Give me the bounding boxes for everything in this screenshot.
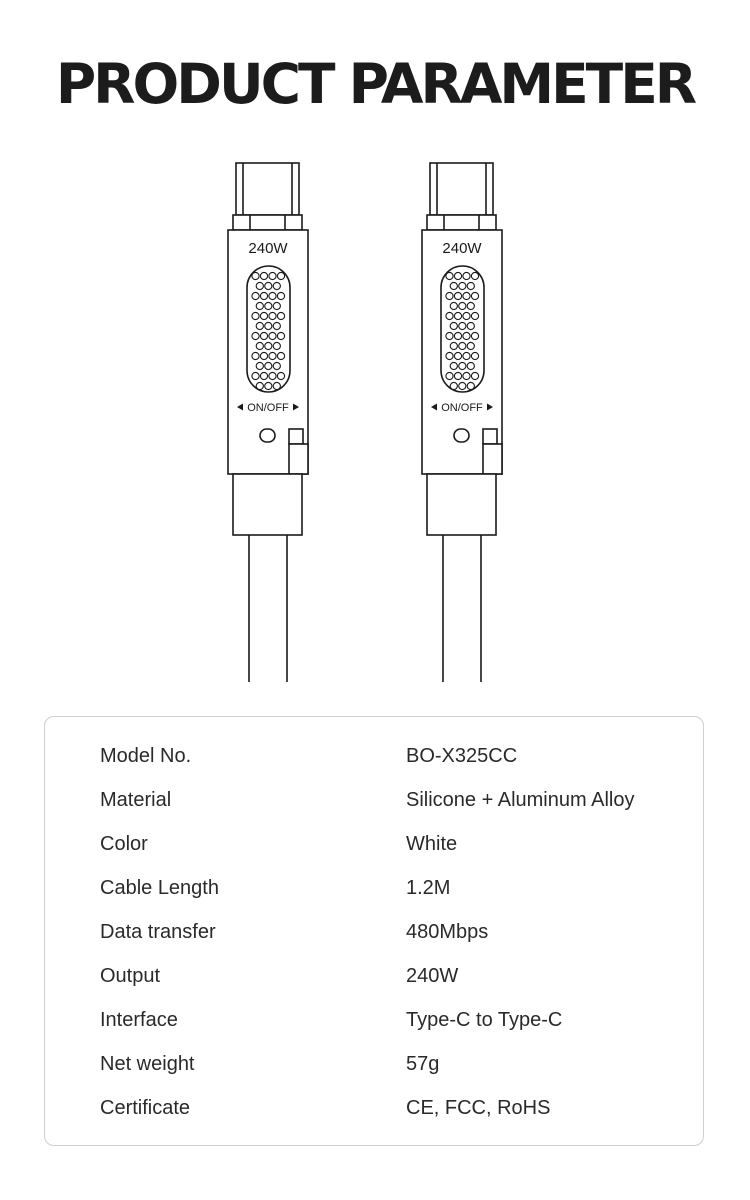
wattage-label: 240W	[442, 240, 482, 257]
grille-hole	[471, 272, 478, 279]
grille-hole	[252, 332, 259, 339]
cable-illustration	[0, 150, 750, 690]
spec-value: 240W	[406, 965, 459, 987]
spec-label: Color	[100, 833, 148, 855]
spec-row	[45, 822, 705, 866]
spec-value: BO-X325CC	[406, 745, 518, 767]
usb-c-plug-tip	[236, 163, 299, 215]
grille-hole	[471, 332, 478, 339]
switch-knob	[454, 429, 469, 442]
grille-hole	[459, 382, 466, 389]
grille-hole	[459, 282, 466, 289]
grille-hole	[252, 312, 259, 319]
grille-hole	[269, 372, 276, 379]
grille-hole	[463, 352, 470, 359]
grille-hole	[463, 372, 470, 379]
spec-row	[45, 866, 705, 910]
cable-connector	[422, 163, 502, 682]
grille-hole	[252, 292, 259, 299]
spec-row	[45, 1086, 705, 1130]
cable-drawing	[0, 150, 750, 690]
grille-hole	[265, 362, 272, 369]
grille-hole	[273, 382, 280, 389]
strain-relief	[427, 474, 496, 535]
usb-c-plug-tip	[430, 163, 493, 215]
spec-label: Model No.	[100, 745, 192, 767]
grille-hole	[273, 322, 280, 329]
switch-label: ON/OFF	[247, 402, 289, 414]
grille-hole	[252, 352, 259, 359]
grille-hole	[463, 312, 470, 319]
plug-collar	[427, 215, 496, 230]
spec-label: Net weight	[100, 1053, 195, 1075]
grille-hole	[459, 362, 466, 369]
grille-hole	[450, 382, 457, 389]
page-title: PRODUCT PARAMETER	[55, 52, 695, 116]
grille-hole	[450, 342, 457, 349]
grille-hole	[260, 332, 267, 339]
spec-row	[45, 1042, 705, 1086]
spec-value: 480Mbps	[406, 921, 489, 943]
switch-label: ON/OFF	[441, 402, 483, 414]
grille-hole	[273, 282, 280, 289]
grille-hole	[463, 292, 470, 299]
grille-hole	[277, 272, 284, 279]
wattage-label: 240W	[248, 240, 288, 257]
grille-hole	[260, 312, 267, 319]
grille-hole	[454, 352, 461, 359]
grille-hole	[446, 312, 453, 319]
grille-hole	[463, 332, 470, 339]
grille-hole	[256, 282, 263, 289]
grille-hole	[446, 372, 453, 379]
grille-hole	[269, 272, 276, 279]
grille-hole	[256, 362, 263, 369]
grille-hole	[252, 372, 259, 379]
grille-hole	[471, 352, 478, 359]
spec-value: 57g	[406, 1053, 440, 1075]
spec-value: CE, FCC, RoHS	[406, 1097, 551, 1119]
spec-label: Output	[100, 965, 161, 987]
spec-row	[45, 998, 705, 1042]
spec-row	[45, 734, 705, 778]
grille-hole	[260, 292, 267, 299]
grille-hole	[446, 272, 453, 279]
grille-hole	[265, 302, 272, 309]
spec-value: 1.2M	[406, 877, 451, 899]
grille-hole	[471, 312, 478, 319]
grille-hole	[256, 302, 263, 309]
grille-hole	[467, 322, 474, 329]
grille-hole	[269, 292, 276, 299]
grille-hole	[260, 272, 267, 279]
grille-hole	[471, 292, 478, 299]
spec-row	[45, 778, 705, 822]
grille-hole	[446, 292, 453, 299]
spec-value: White	[406, 833, 458, 855]
grille-hole	[265, 342, 272, 349]
grille-hole	[277, 292, 284, 299]
spec-label: Certificate	[100, 1097, 191, 1119]
grille-hole	[260, 352, 267, 359]
switch-slot	[289, 429, 303, 444]
grille-hole	[273, 342, 280, 349]
grille-hole	[273, 362, 280, 369]
switch-slot	[483, 429, 497, 444]
grille-hole	[277, 332, 284, 339]
strain-relief	[233, 474, 302, 535]
grille-hole	[454, 272, 461, 279]
spec-label: Data transfer	[100, 921, 216, 943]
grille-hole	[467, 282, 474, 289]
plug-collar	[233, 215, 302, 230]
grille-hole	[450, 362, 457, 369]
grille-hole	[450, 282, 457, 289]
grille-hole	[269, 332, 276, 339]
grille-hole	[459, 302, 466, 309]
grille-hole	[446, 352, 453, 359]
spec-row	[45, 954, 705, 998]
grille-hole	[277, 352, 284, 359]
grille-hole	[265, 322, 272, 329]
spec-value: Silicone + Aluminum Alloy	[406, 789, 635, 811]
switch-knob	[260, 429, 275, 442]
grille-hole	[467, 382, 474, 389]
grille-hole	[269, 312, 276, 319]
grille-hole	[467, 302, 474, 309]
grille-hole	[454, 372, 461, 379]
grille-hole	[454, 332, 461, 339]
grille-hole	[265, 382, 272, 389]
grille-hole	[467, 342, 474, 349]
body-side-step	[483, 444, 502, 474]
spec-label: Interface	[100, 1009, 178, 1031]
grille-hole	[277, 312, 284, 319]
body-side-step	[289, 444, 308, 474]
grille-hole	[454, 292, 461, 299]
spec-label: Cable Length	[100, 877, 219, 899]
grille-hole	[265, 282, 272, 289]
grille-hole	[454, 312, 461, 319]
grille-hole	[459, 342, 466, 349]
grille-hole	[256, 382, 263, 389]
grille-hole	[450, 302, 457, 309]
spec-row	[45, 910, 705, 954]
spec-label: Material	[100, 789, 172, 811]
spec-value: Type-C to Type-C	[406, 1009, 563, 1031]
grille-hole	[446, 332, 453, 339]
spec-table	[44, 716, 704, 1146]
grille-hole	[252, 272, 259, 279]
grille-hole	[269, 352, 276, 359]
grille-hole	[450, 322, 457, 329]
grille-hole	[273, 302, 280, 309]
grille-hole	[459, 322, 466, 329]
cable-connector	[228, 163, 308, 682]
grille-hole	[256, 322, 263, 329]
grille-hole	[467, 362, 474, 369]
grille-hole	[471, 372, 478, 379]
grille-hole	[260, 372, 267, 379]
grille-hole	[256, 342, 263, 349]
grille-hole	[277, 372, 284, 379]
grille-hole	[463, 272, 470, 279]
